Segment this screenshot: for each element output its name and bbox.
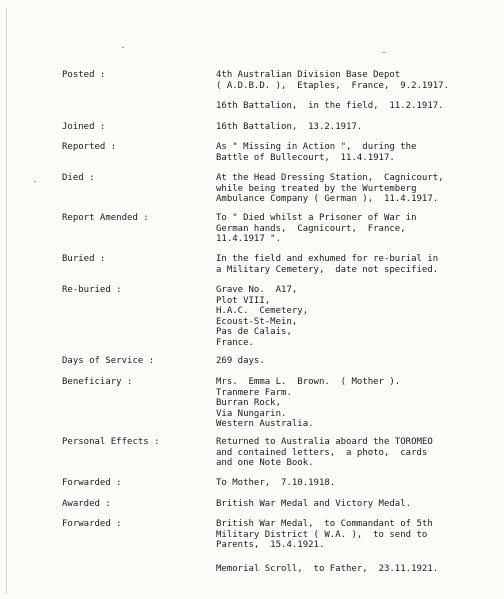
scan-speck	[383, 52, 385, 53]
entry-value: Memorial Scroll, to Father, 23.11.1921.	[216, 564, 439, 574]
entry-label: Awarded :	[62, 499, 111, 509]
entry-value: As " Missing in Action ", during the Battle of Bullecourt, 11.4.1917.	[216, 142, 417, 163]
entry-label: Posted :	[62, 70, 106, 80]
entry-value: Grave No. A17, Plot VIII, H.A.C. Cemetery, Ecoust-St-Mein, Pas de Calais, France.	[216, 285, 309, 348]
entry-label: Buried :	[62, 254, 106, 264]
entry-value: British War Medal, to Commandant of 5th Military District ( W.A. ), to send to Parents, 15.4.1921.	[216, 519, 433, 550]
entry-label: Personal Effects :	[62, 437, 160, 447]
entry-value: At the Head Dressing Station, Cagnicourt, while being treated by the Wurtemberg Ambulance Company ( German ), 11.4.1917.	[216, 173, 444, 204]
entry-label: Days of Service :	[62, 356, 155, 366]
entry-label: Forwarded :	[62, 519, 122, 529]
entry-label: Beneficiary :	[62, 377, 133, 387]
page-edge-line	[6, 8, 7, 594]
entry-label: Re-buried :	[62, 285, 122, 295]
entry-label: Reported :	[62, 142, 117, 152]
entry-value: 16th Battalion, in the field, 11.2.1917.	[216, 101, 444, 111]
scan-speck	[122, 47, 124, 48]
entry-value: 16th Battalion, 13.2.1917.	[216, 122, 363, 132]
entry-value: 4th Australian Division Base Depot ( A.D.B.D. ), Etaples, France, 9.2.1917.	[216, 70, 449, 91]
entry-label: Report Amended :	[62, 213, 149, 223]
entry-value: British War Medal and Victory Medal.	[216, 499, 412, 509]
entry-value: Returned to Australia aboard the TOROMEO and contained letters, a photo, cards and one Note Book.	[216, 437, 433, 468]
entry-label: Forwarded :	[62, 478, 122, 488]
entry-value: Mrs. Emma L. Brown. ( Mother ). Tranmere Farm. Burran Rock, Via Nungarin. Western Australia.	[216, 377, 401, 429]
entry-value: In the field and exhumed for re-burial in a Military Cemetery, date not specified.	[216, 254, 439, 275]
entry-value: To " Died whilst a Prisoner of War in German hands, Cagnicourt, France, 11.4.1917 ".	[216, 213, 417, 244]
entry-label: Died :	[62, 173, 95, 183]
entry-value: 269 days.	[216, 356, 265, 366]
entry-label: Joined :	[62, 122, 106, 132]
scan-speck	[34, 181, 36, 182]
entry-value: To Mother, 7.10.1918.	[216, 478, 336, 488]
